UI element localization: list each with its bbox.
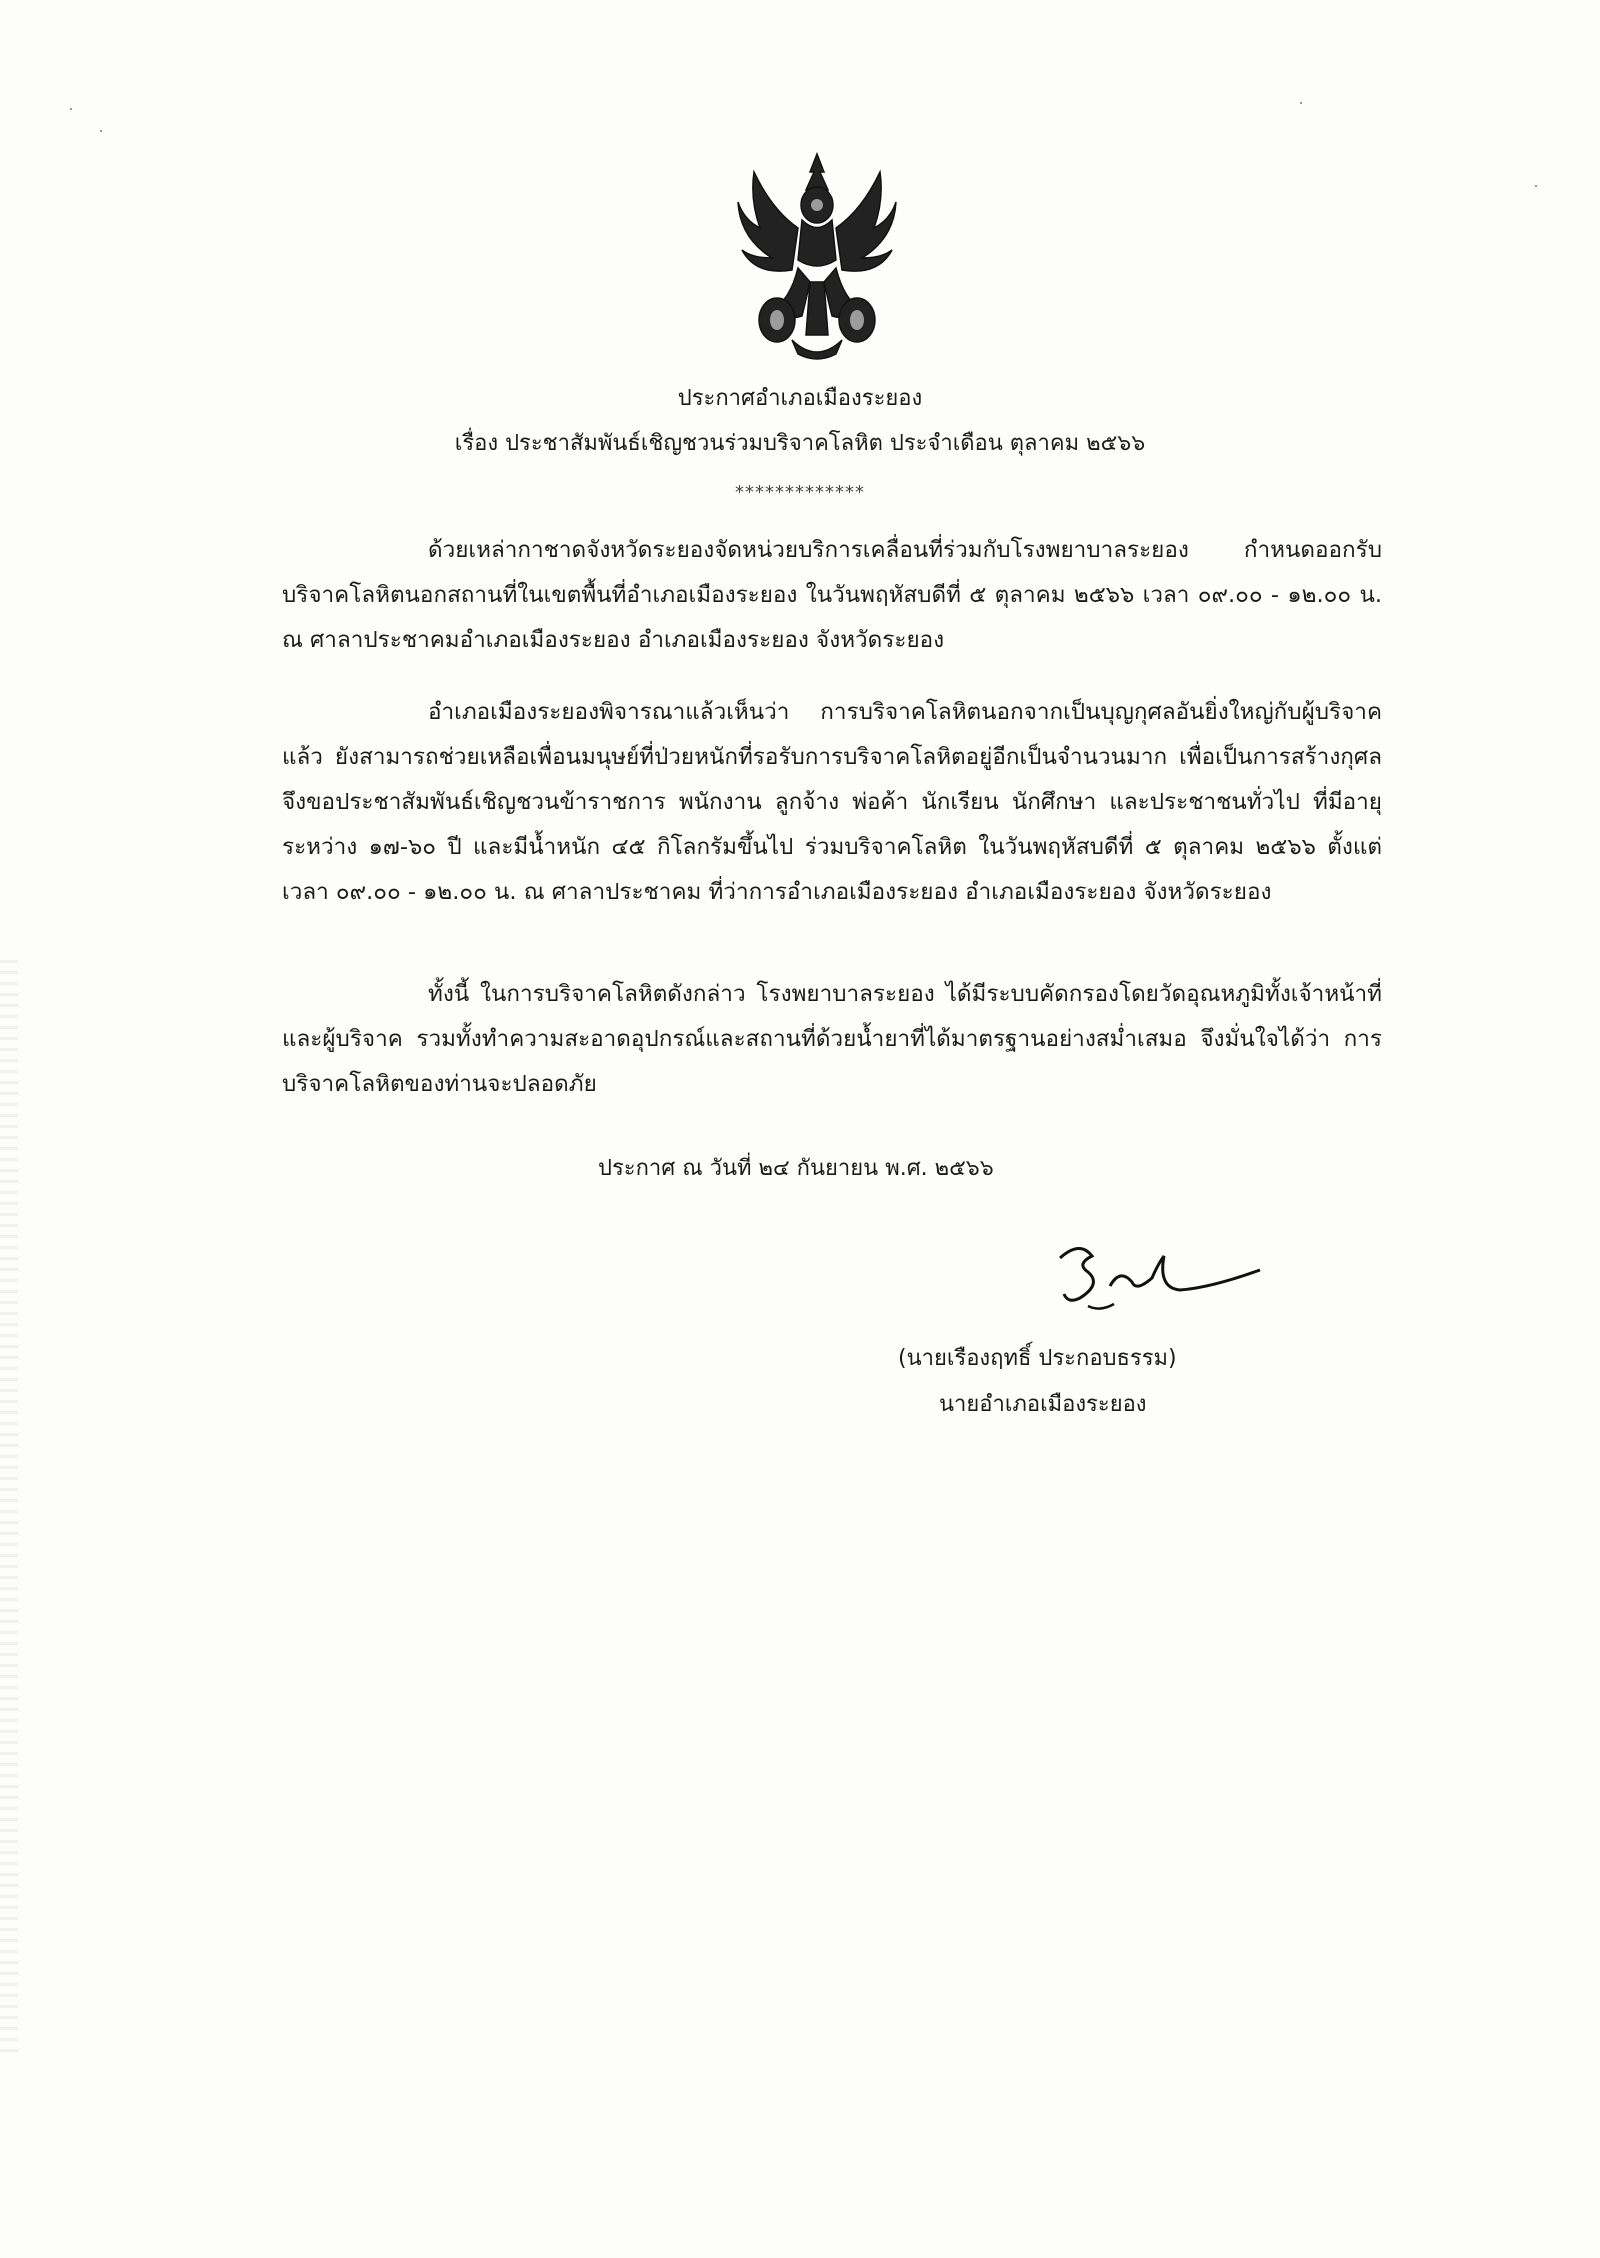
document-title: ประกาศอำเภอเมืองระยอง xyxy=(677,386,923,411)
scan-edge-noise xyxy=(0,960,18,2060)
paragraph-3: ทั้งนี้ ในการบริจาคโลหิตดังกล่าว โรงพยาบาลระยอง ได้มีระบบคัดกรองโดยวัดอุณหภูมิทั้งเจ้าหน้าที่และผู้บริจาค รวมทั้งทำความสะอาดอุปกรณ์และสถานที่ด้วยน้ำยาที่ได้มาตรฐานอย่างสม่ำเสมอ จึงมั่นใจได้ว่า การบริจาคโลหิตของท่านจะปลอดภัย xyxy=(282,981,1382,1097)
paragraph-2: อำเภอเมืองระยองพิจารณาแล้วเห็นว่า การบริจาคโลหิตนอกจากเป็นบุญกุศลอันยิ่งใหญ่กับผู้บริจาคแล้ว ยังสามารถช่วยเหลือเพื่อนมนุษย์ที่ป่วยหนักที่รอรับการบริจาคโลหิตอยู่อีกเป็นจำนวนมาก เพื่อเป็นการสร้างกุศล จึงขอประชาสัมพันธ์เชิญชวนข้าราชการ พนักงาน ลูกจ้าง พ่อค้า นักเรียน นักศึกษา และประชาชนทั่วไป ที่มีอายุระหว่าง ๑๗-๖๐ ปี และมีน้ำหนัก ๔๕ กิโลกรัมขึ้นไป ร่วมบริจาคโลหิต ในวันพฤหัสบดีที่ ๕ ตุลาคม ๒๕๖๖ ตั้งแต่เวลา ๐๙.๐๐ - ๑๒.๐๐ น. ณ ศาลาประชาคม ที่ว่าการอำเภอเมืองระยอง อำเภอเมืองระยอง จังหวัดระยอง xyxy=(282,699,1382,905)
announcement-date: ประกาศ ณ วันที่ ๒๔ กันยายน พ.ศ. ๒๕๖๖ xyxy=(598,1156,994,1181)
garuda-emblem-icon xyxy=(732,150,902,365)
signer-position: นายอำเภอเมืองระยอง xyxy=(939,1392,1147,1417)
scan-speck xyxy=(1300,102,1302,104)
signature-icon xyxy=(1040,1228,1270,1318)
scan-speck xyxy=(100,130,102,132)
scan-speck xyxy=(70,108,72,110)
scan-speck xyxy=(1535,185,1537,187)
signer-name: (นายเรืองฤทธิ์ ประกอบธรรม) xyxy=(898,1346,1177,1371)
document-subject: เรื่อง ประชาสัมพันธ์เชิญชวนร่วมบริจาคโลหิต ประจำเดือน ตุลาคม ๒๕๖๖ xyxy=(454,431,1146,456)
separator: ************* xyxy=(735,482,865,503)
paragraph-1: ด้วยเหล่ากาชาดจังหวัดระยองจัดหน่วยบริการเคลื่อนที่ร่วมกับโรงพยาบาลระยอง กำหนดออกรับบริจาคโลหิตนอกสถานที่ในเขตพื้นที่อำเภอเมืองระยอง ในวันพฤหัสบดีที่ ๕ ตุลาคม ๒๕๖๖ เวลา ๐๙.๐๐ - ๑๒.๐๐ น. ณ ศาลาประชาคมอำเภอเมืองระยอง อำเภอเมืองระยอง จังหวัดระยอง xyxy=(282,537,1382,653)
